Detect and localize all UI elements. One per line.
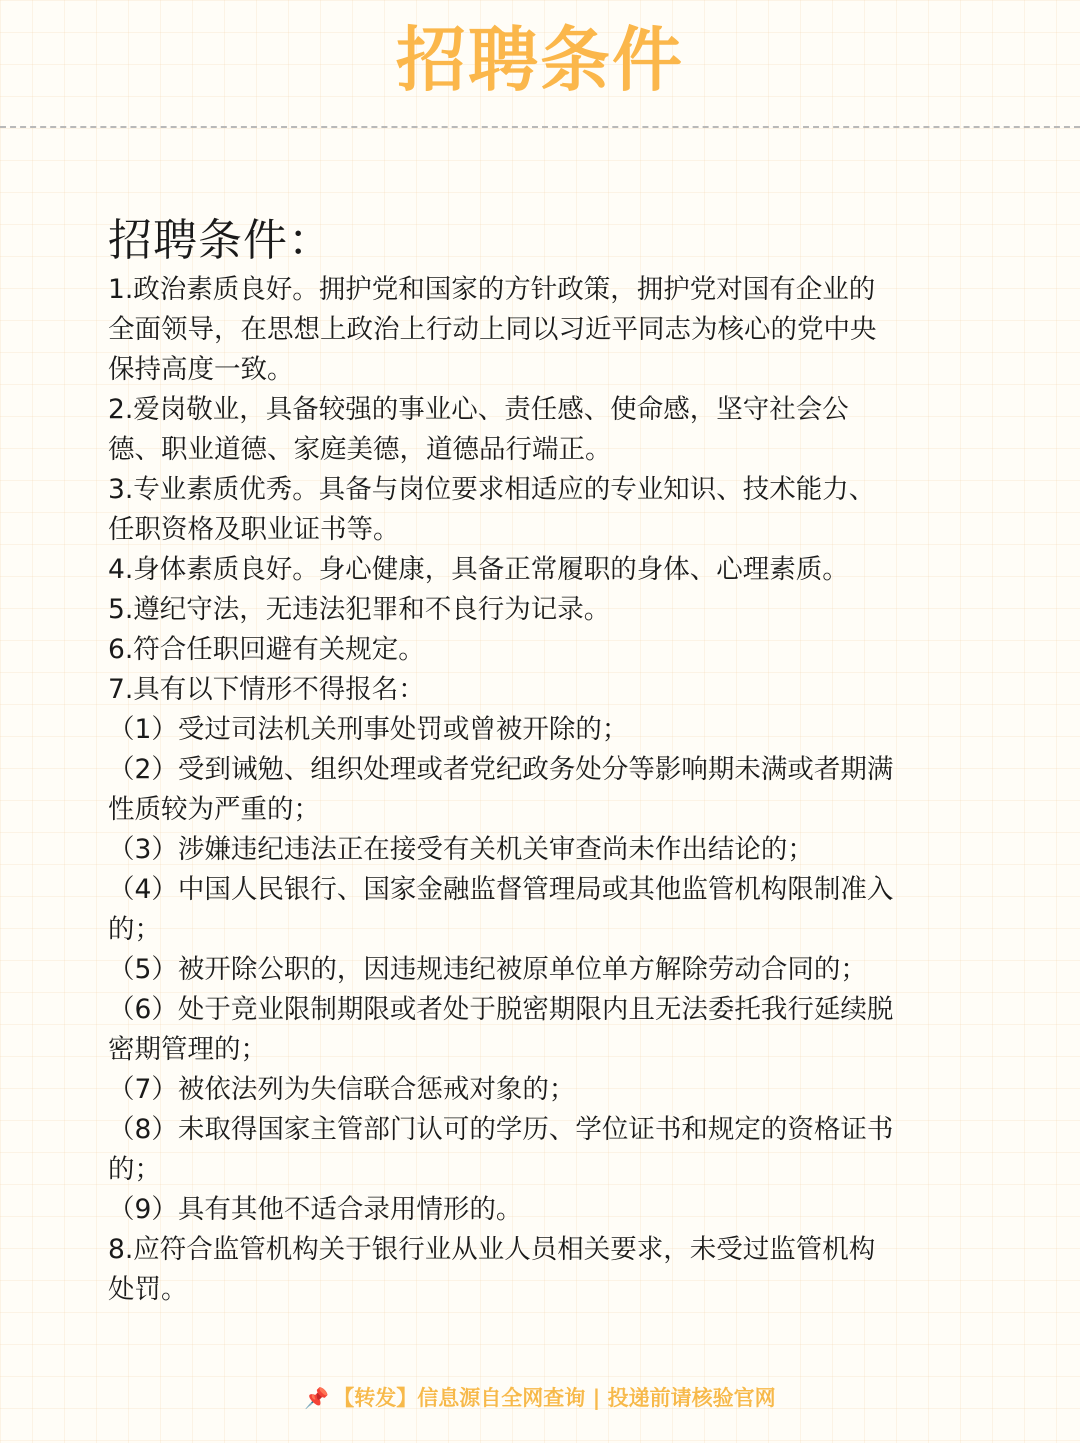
section-heading: 招聘条件： — [108, 215, 333, 266]
text-line: （1）受过司法机关刑事处罚或曾被开除的； — [108, 714, 629, 745]
text-line: 的； — [108, 914, 161, 945]
text-line: 3.专业素质优秀。具备与岗位要求相适应的专业知识、技术能力、 — [108, 474, 876, 505]
text-line: （3）涉嫌违纪违法正在接受有关机关审查尚未作出结论的； — [108, 834, 814, 865]
text-line: 1.政治素质良好。拥护党和国家的方针政策，拥护党对国有企业的 — [108, 274, 876, 305]
text-line: （2）受到诫勉、组织处理或者党纪政务处分等影响期未满或者期满 — [108, 754, 894, 785]
article-body — [108, 212, 974, 1310]
text-line: 6.符合任职回避有关规定。 — [108, 634, 425, 665]
text-line: 密期管理的； — [108, 1034, 267, 1065]
text-line: （9）具有其他不适合录用情形的。 — [108, 1194, 523, 1225]
requirements-text — [108, 270, 974, 1310]
dashed-divider — [0, 126, 1080, 128]
text-line: （6）处于竞业限制期限或者处于脱密期限内且无法委托我行延续脱 — [108, 994, 894, 1025]
pin-icon: 📌 — [304, 1386, 330, 1410]
footer-text: 【转发】信息源自全网查询 | 投递前请核验官网 — [333, 1386, 776, 1410]
text-line: （5）被开除公职的，因违规违纪被原单位单方解除劳动合同的； — [108, 954, 867, 985]
text-line: 任职资格及职业证书等。 — [108, 514, 400, 545]
text-line: 处罚。 — [108, 1274, 188, 1305]
text-line: 7.具有以下情形不得报名： — [108, 674, 425, 705]
footer-note — [0, 1382, 1080, 1414]
text-line: 德、职业道德、家庭美德，道德品行端正。 — [108, 434, 612, 465]
text-line: （8）未取得国家主管部门认可的学历、学位证书和规定的资格证书 — [108, 1114, 894, 1145]
text-line: （7）被依法列为失信联合惩戒对象的； — [108, 1074, 576, 1105]
page-title: 招聘条件 — [396, 19, 684, 101]
text-line: 性质较为严重的； — [108, 794, 320, 825]
text-line: （4）中国人民银行、国家金融监督管理局或其他监管机构限制准入 — [108, 874, 894, 905]
text-line: 4.身体素质良好。身心健康，具备正常履职的身体、心理素质。 — [108, 554, 849, 585]
text-line: 2.爱岗敬业，具备较强的事业心、责任感、使命感，坚守社会公 — [108, 394, 849, 425]
text-line: 的； — [108, 1154, 161, 1185]
text-line: 全面领导，在思想上政治上行动上同以习近平同志为核心的党中央 — [108, 314, 877, 345]
text-line: 5.遵纪守法，无违法犯罪和不良行为记录。 — [108, 594, 611, 625]
text-line: 8.应符合监管机构关于银行业从业人员相关要求，未受过监管机构 — [108, 1234, 876, 1265]
text-line: 保持高度一致。 — [108, 354, 294, 385]
